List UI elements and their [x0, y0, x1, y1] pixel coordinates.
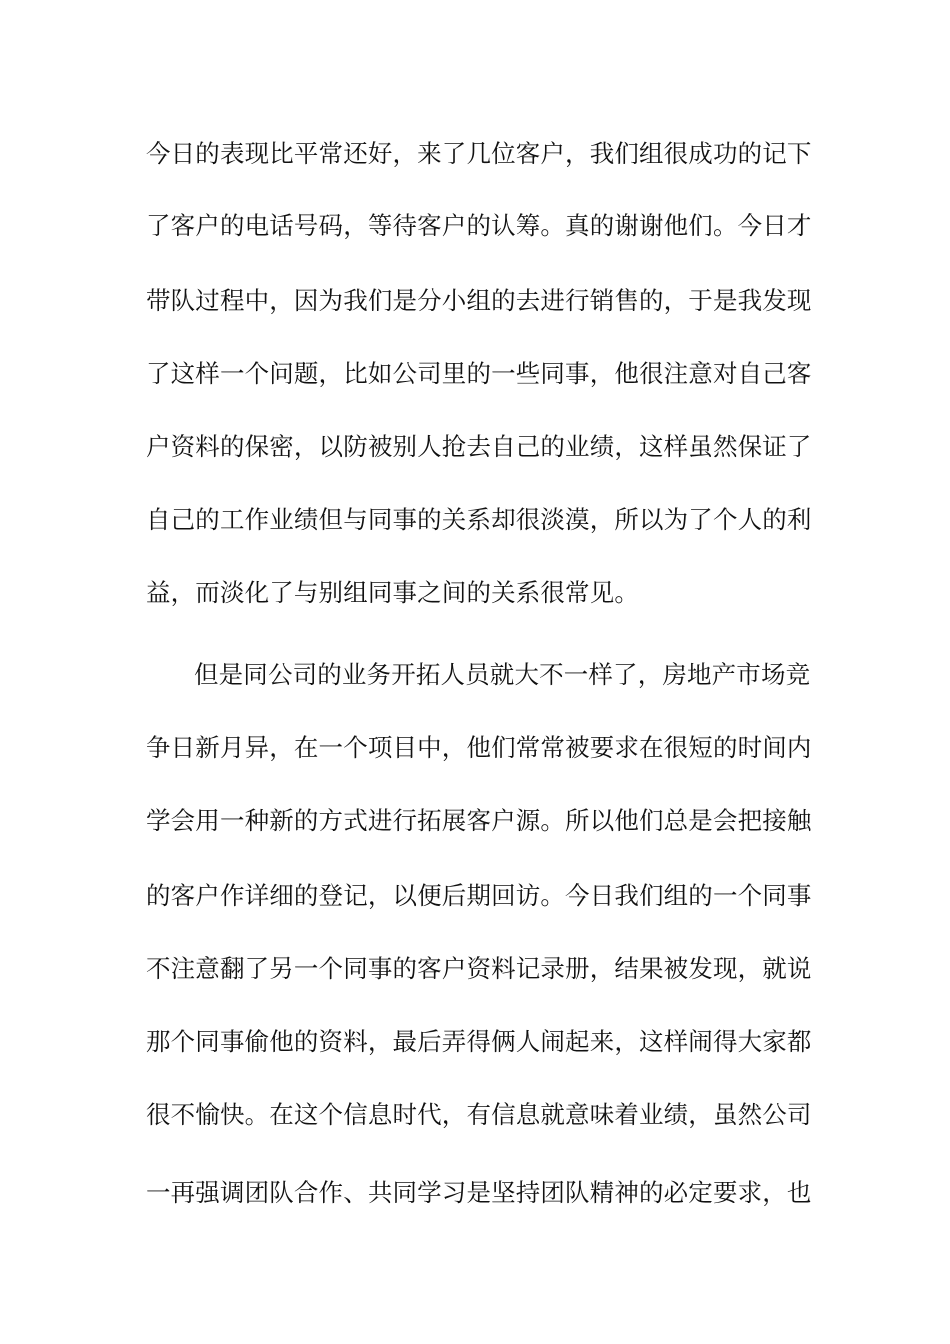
paragraph-2-line-5: 不注意翻了另一个同事的客户资料记录册，结果被发现，就说: [146, 954, 812, 983]
paragraph-2-line-3: 学会用一种新的方式进行拓展客户源。所以他们总是会把接触: [146, 806, 812, 835]
paragraph-2-line-7: 很不愉快。在这个信息时代，有信息就意味着业绩，虽然公司: [146, 1100, 812, 1129]
paragraph-2-line-4: 的客户作详细的登记，以便后期回访。今日我们组的一个同事: [146, 881, 812, 910]
paragraph-2-line-2: 争日新月异，在一个项目中，他们常常被要求在很短的时间内: [146, 733, 812, 762]
paragraph-2-line-6: 那个同事偷他的资料，最后弄得俩人闹起来，这样闹得大家都: [146, 1027, 812, 1056]
paragraph-1-line-2: 了客户的电话号码，等待客户的认筹。真的谢谢他们。今日才: [146, 211, 812, 240]
paragraph-1-line-6: 自己的工作业绩但与同事的关系却很淡漠，所以为了个人的利: [146, 505, 812, 534]
paragraph-1-line-7: 益，而淡化了与别组同事之间的关系很常见。: [146, 578, 639, 607]
paragraph-1-line-5: 户资料的保密，以防被别人抢去自己的业绩，这样虽然保证了: [146, 432, 812, 461]
paragraph-1-line-4: 了这样一个问题，比如公司里的一些同事，他很注意对自己客: [146, 359, 812, 388]
paragraph-2-line-1: 但是同公司的业务开拓人员就大不一样了，房地产市场竞: [194, 660, 811, 689]
paragraph-1-line-3: 带队过程中，因为我们是分小组的去进行销售的，于是我发现: [146, 286, 812, 315]
paragraph-1-line-1: 今日的表现比平常还好，来了几位客户，我们组很成功的记下: [146, 139, 812, 168]
paragraph-2-line-8: 一再强调团队合作、共同学习是坚持团队精神的必定要求，也: [146, 1178, 812, 1207]
